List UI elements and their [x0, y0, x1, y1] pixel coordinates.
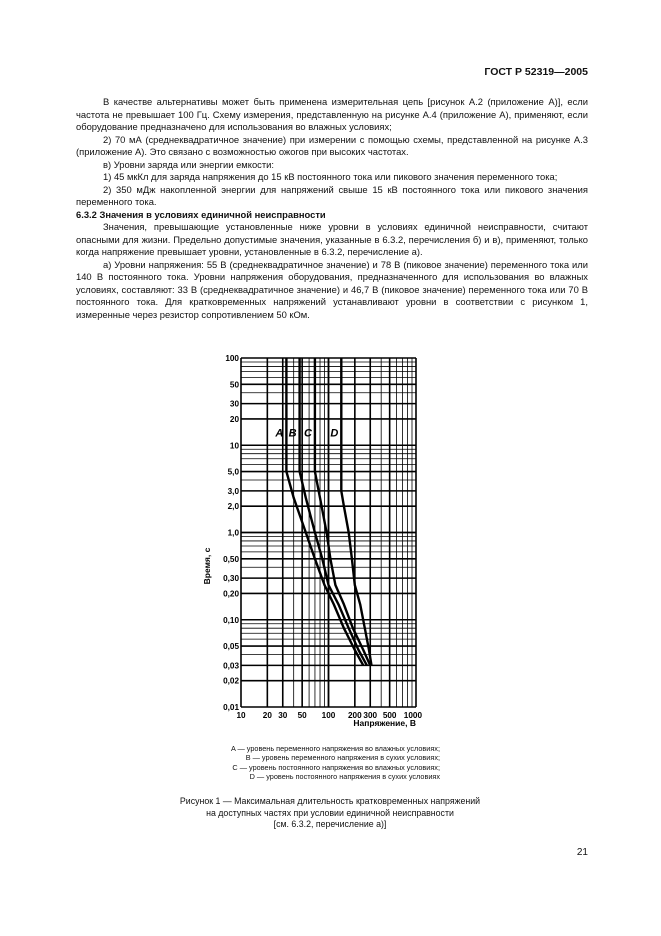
y-tick-label: 5,0 — [227, 467, 239, 477]
y-tick-label: 0,03 — [223, 661, 239, 671]
x-tick-label: 20 — [262, 711, 272, 720]
legend-item: D — уровень постоянного напряжения в сухих условиях — [249, 771, 440, 781]
y-tick-label: 3,0 — [227, 486, 239, 496]
x-tick-label: 1000 — [403, 711, 422, 720]
y-tick-labels — [223, 354, 239, 712]
caption-line: Рисунок 1 — Максимальная длительность кратковременных напряжений — [179, 796, 481, 806]
x-tick-label: 10 — [236, 711, 246, 720]
paragraph: В качестве альтернативы может быть применена измерительная цепь [рисунок А.2 (приложение А)], если частота не превышает 100 Гц. Схему измерения, представленную на рисунке А.4 (приложение А), применяют, если оборудование предназначено для использования во влажных условиях; — [76, 96, 588, 132]
x-tick-label: 100 — [321, 711, 336, 720]
y-tick-label: 0,01 — [223, 703, 239, 712]
series-label-b: B — [288, 427, 297, 440]
legend-item: A — уровень переменного напряжения во влажных условиях; — [230, 744, 440, 753]
x-axis-title: Напряжение, В — [353, 718, 416, 728]
y-tick-label: 0,05 — [223, 642, 239, 652]
x-tick-label: 200 — [348, 711, 362, 720]
y-tick-label: 1,0 — [227, 528, 239, 538]
y-tick-label: 50 — [229, 380, 239, 390]
y-tick-label: 0,02 — [223, 676, 239, 686]
paragraph: в) Уровни заряда или энергии емкости: — [103, 158, 274, 170]
document-header: ГОСТ Р 52319—2005 — [484, 66, 588, 78]
caption-line: [см. 6.3.2, перечисление а)] — [273, 819, 387, 829]
paragraph: 1) 45 мкКл для заряда напряжения до 15 кВ постоянного тока или пикового значения переменного тока; — [103, 171, 558, 182]
x-tick-label: 50 — [297, 711, 307, 720]
body-text — [76, 96, 588, 321]
y-tick-label: 0,50 — [223, 554, 239, 564]
y-tick-label: 2,0 — [227, 502, 239, 512]
figure-caption — [140, 796, 520, 831]
y-tick-label: 100 — [225, 354, 239, 363]
x-tick-label: 500 — [382, 711, 397, 720]
paragraph: а) Уровни напряжения: 55 В (среднеквадратичное значение) и 78 В (пиковое значение) переменного тока или 140 В постоянного тока. Уровни напряжения оборудования, предназначенного для использования во влажных условиях, составляют: 33 В (среднеквадратичное значение) и 46,7 В (пиковое значение) переменного тока или 70 В постоянного тока. Для кратковременных напряжений устанавливают уровни в соответствии с рисунком 1, измеренные через резистор сопротивлением 50 кОм. — [76, 258, 588, 320]
series-label-d: D — [330, 427, 339, 440]
legend-item: C — уровень постоянного напряжения во влажных условиях; — [232, 762, 440, 772]
y-tick-label: 30 — [229, 399, 239, 409]
chart-legend — [180, 744, 440, 781]
paragraph: 2) 70 мА (среднеквадратичное значение) при измерении с помощью схемы, представленной на рисунке А.3 (приложение А). Это связано с возможностью ожогов при высоких частотах. — [76, 133, 588, 157]
section-heading: 6.3.2 Значения в условиях единичной неисправности — [76, 208, 326, 220]
paragraph: 2) 350 мДж накопленной энергии для напряжений свыше 15 кВ постоянного тока или пикового значения переменного тока. — [76, 183, 588, 207]
x-tick-label: 300 — [363, 711, 378, 720]
series-label-a: A — [275, 427, 284, 440]
page-number: 21 — [576, 847, 588, 858]
y-tick-label: 20 — [229, 414, 239, 424]
chart-grid — [241, 358, 416, 707]
legend-item: B — уровень переменного напряжения в сухих условиях; — [245, 753, 440, 763]
y-axis-title: Время, с — [202, 547, 212, 585]
y-tick-label: 10 — [229, 441, 239, 451]
y-tick-label: 0,30 — [223, 574, 239, 584]
y-tick-label: 0,20 — [223, 589, 239, 599]
caption-line: на доступных частях при условии единичной неисправности — [206, 807, 454, 818]
series-label-c: C — [303, 427, 312, 440]
paragraph: Значения, превышающие установленные ниже уровни в условиях единичной неисправности, считают опасными для жизни. Предельно допустимые значения, указанные в 6.3.2, перечисления б) и в), применяют, только когда напряжение превышает уровни, установленные в 6.3.2, перечисление а). — [76, 221, 588, 257]
x-tick-label: 30 — [278, 711, 288, 720]
voltage-duration-chart — [200, 348, 440, 733]
y-tick-label: 0,10 — [223, 615, 239, 625]
